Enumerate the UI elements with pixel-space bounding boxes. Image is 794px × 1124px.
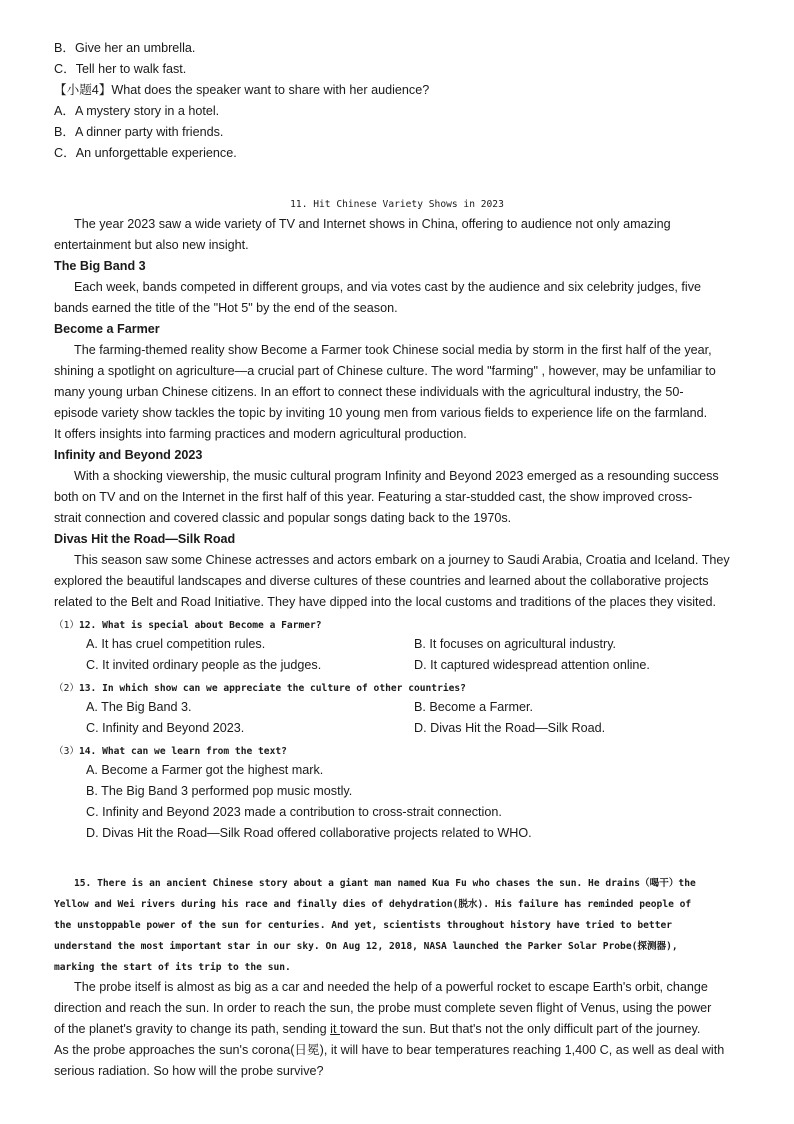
option-c: C. Infinity and Beyond 2023 made a contribution to cross-strait connection. — [86, 805, 502, 819]
option-d: D. Divas Hit the Road—Silk Road. — [414, 721, 606, 735]
option-d: D. It captured widespread attention online. — [414, 658, 650, 672]
passage-15-intro-line: Yellow and Wei rivers during his race and finally dies of dehydration(脱水). His failure has reminded people of — [54, 899, 692, 910]
question-13 — [54, 679, 466, 697]
section-text-line: episode variety show tackles the topic by inviting 10 young men from various fields to experience life on the farmland. — [54, 406, 708, 420]
option-a: A. Become a Farmer got the highest mark. — [86, 763, 324, 777]
q4-option-a: A．A mystery story in a hotel. — [54, 104, 220, 118]
passage-11-intro-line: entertainment but also new insight. — [54, 238, 249, 252]
section-text-line: bands earned the title of the "Hot 5" by the end of the season. — [54, 301, 398, 315]
q4-option-b: B．A dinner party with friends. — [54, 125, 224, 139]
section-text-line: strait connection and covered classic and popular songs dating back to the 1970s. — [54, 511, 512, 525]
prev-option-c: C．Tell her to walk fast. — [54, 62, 187, 76]
section-text-line: related to the Belt and Road Initiative. They have dipped into the local customs and traditions of the places they visited. — [54, 595, 717, 609]
section-heading-infinity: Infinity and Beyond 2023 — [54, 448, 203, 462]
section-text-line: With a shocking viewership, the music cultural program Infinity and Beyond 2023 emerged as a resounding success — [74, 469, 719, 483]
question-12 — [54, 616, 322, 634]
option-a: A. The Big Band 3. — [86, 700, 192, 714]
text-segment: toward the sun. But that's not the only difficult part of the journey. — [339, 1022, 701, 1036]
q4-stem: 【小题4】What does the speaker want to share with her audience? — [54, 83, 430, 97]
passage-15-intro-line: understand the most important star in our sky. On Aug 12, 2018, NASA launched the Parker Solar Probe(探测器), — [54, 941, 678, 952]
q4-option-c: C．An unforgettable experience. — [54, 146, 237, 160]
option-c: C. It invited ordinary people as the judges. — [86, 658, 322, 672]
section-heading-divas: Divas Hit the Road—Silk Road — [54, 532, 236, 546]
question-14 — [54, 742, 287, 760]
prev-option-b: B．Give her an umbrella. — [54, 41, 196, 55]
question-number: （1） — [54, 620, 79, 631]
question-number: （3） — [54, 746, 79, 757]
passage-15-text-line: The probe itself is almost as big as a car and needed the help of a powerful rocket to escape Earth's orbit, change — [74, 980, 708, 994]
option-b: B. Become a Farmer. — [414, 700, 533, 714]
section-text-line: many young urban Chinese citizens. In an effort to connect these individuals with the agricultural industry, the 50- — [54, 385, 684, 399]
question-stem: 13. In which show can we appreciate the culture of other countries? — [78, 683, 466, 694]
passage-15-text-line: serious radiation. So how will the probe survive? — [54, 1064, 324, 1078]
option-d: D. Divas Hit the Road—Silk Road offered collaborative projects related to WHO. — [86, 826, 532, 840]
option-b: B. The Big Band 3 performed pop music mostly. — [86, 784, 353, 798]
question-stem: 14. What can we learn from the text? — [78, 746, 287, 757]
question-number: （2） — [54, 683, 79, 694]
section-text-line: Each week, bands competed in different groups, and via votes cast by the audience and six celebrity judges, five — [74, 280, 702, 294]
section-text-line: It offers insights into farming practices and modern agricultural production. — [54, 427, 467, 441]
option-c: C. Infinity and Beyond 2023. — [86, 721, 245, 735]
text-segment: of the planet's gravity to change its path, sending — [54, 1022, 331, 1036]
passage-15-text-line: direction and reach the sun. In order to reach the sun, the probe must complete seven flight of Venus, using the power — [54, 1001, 712, 1015]
section-heading-big-band: The Big Band 3 — [54, 259, 146, 273]
section-text-line: shining a spotlight on agriculture—a crucial part of Chinese culture. The word "farming" , however, may be unfamiliar to — [54, 364, 716, 378]
section-text-line: explored the beautiful landscapes and diverse cultures of these countries and learned about the collaborative projects — [54, 574, 709, 588]
passage-15-intro-line: 15. There is an ancient Chinese story about a giant man named Kua Fu who chases the sun. He drains（喝干）the — [74, 878, 696, 889]
section-heading-become-farmer: Become a Farmer — [54, 322, 160, 336]
underlined-word-it: it — [330, 1022, 340, 1036]
option-b: B. It focuses on agricultural industry. — [414, 637, 617, 651]
section-text-line: The farming-themed reality show Become a Farmer took Chinese social media by storm in the first half of the year, — [74, 343, 712, 357]
passage-15-text-line: As the probe approaches the sun's corona(日冕), it will have to bear temperatures reaching 1,400 C, as well as deal with — [54, 1043, 725, 1057]
option-a: A. It has cruel competition rules. — [86, 637, 266, 651]
section-text-line: both on TV and on the Internet in the first half of this year. Featuring a star-studded cast, the show improved cross- — [54, 490, 693, 504]
passage-11-intro-line: The year 2023 saw a wide variety of TV and Internet shows in China, offering to audience not only amazing — [74, 217, 671, 231]
section-text-line: This season saw some Chinese actresses and actors embark on a journey to Saudi Arabia, Croatia and Iceland. They — [74, 553, 730, 567]
passage-15-intro-line: marking the start of its trip to the sun. — [54, 962, 291, 973]
question-stem: 12. What is special about Become a Farmer? — [78, 620, 322, 631]
passage-11-title: 11. Hit Chinese Variety Shows in 2023 — [290, 199, 504, 210]
passage-15-text-line-underlined — [54, 1021, 700, 1037]
passage-15-intro-line: the unstoppable power of the sun for centuries. And yet, scientists throughout history have tried to better — [54, 920, 673, 931]
